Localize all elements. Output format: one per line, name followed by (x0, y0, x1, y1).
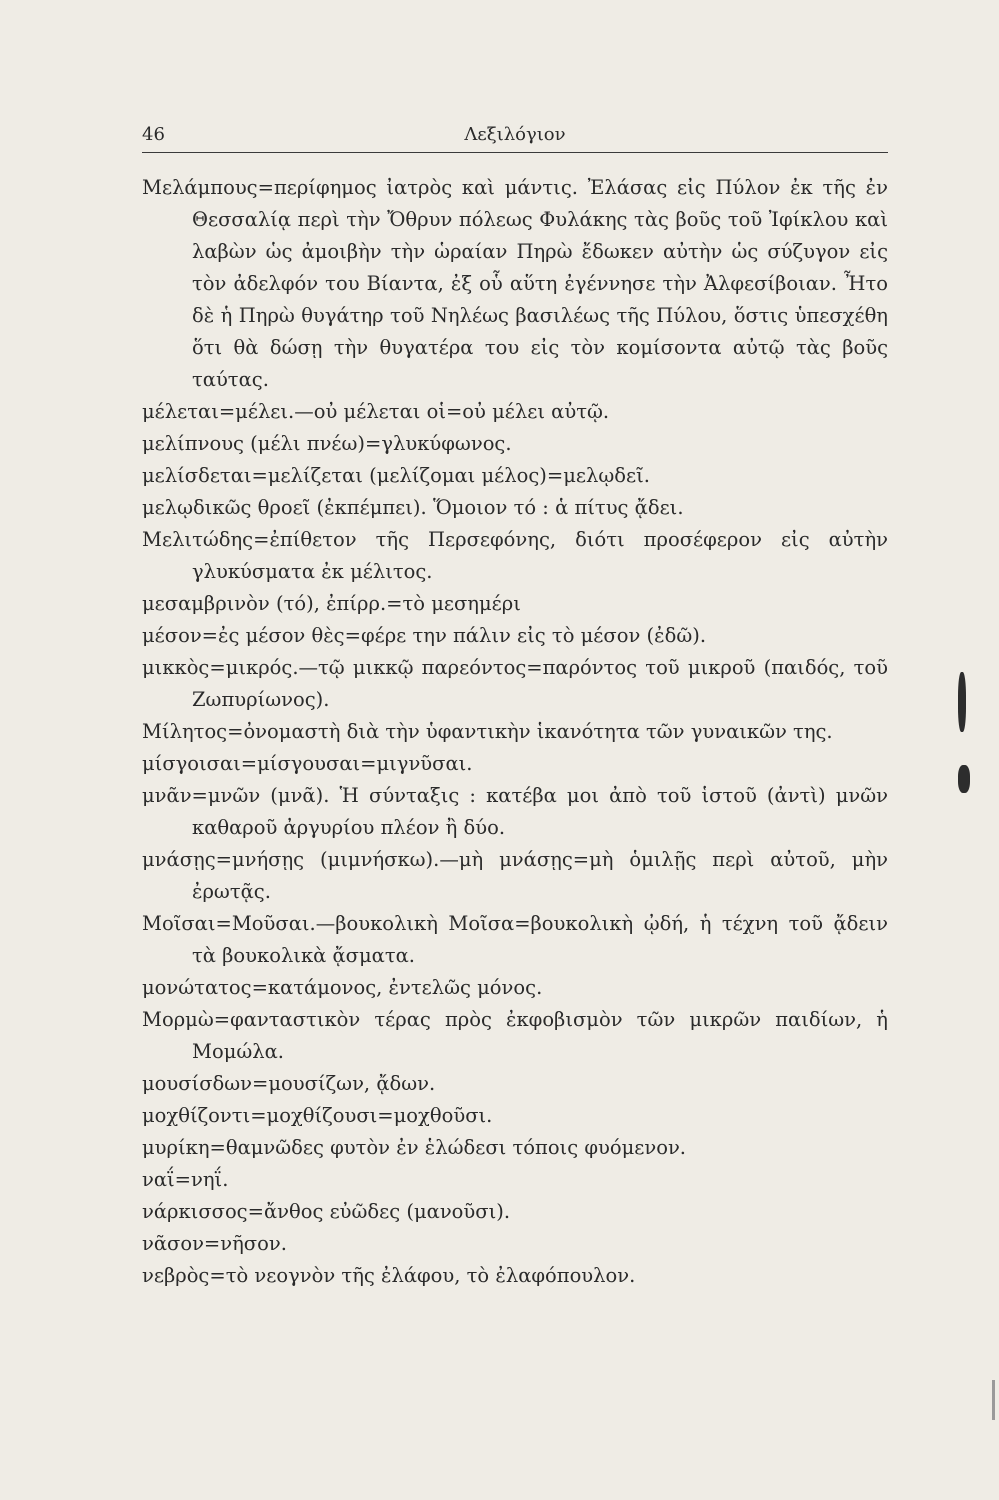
binding-mark (958, 765, 970, 793)
binding-mark (958, 672, 966, 732)
glossary-entry: μεσαμβρινὸν (τό), ἐπίρρ.=τὸ μεσημέρι (142, 592, 521, 615)
glossary-entry: νάρκισσος=ἄνθος εὐῶδες (μανοῦσι). (142, 1200, 511, 1223)
running-title: Λεξιλόγιον (464, 124, 566, 145)
glossary-entry: μονώτατος=κατάμονος, ἐντελῶς μόνος. (142, 976, 543, 999)
glossary-entry: μουσίσδων=μουσίζων, ᾄδων. (142, 1072, 436, 1095)
glossary-entry: Μίλητος=ὀνομαστὴ διὰ τὴν ὑφαντικὴν ἱκανότητα τῶν γυναικῶν της. (142, 720, 833, 743)
glossary-entry: μελίπνους (μέλι πνέω)=γλυκύφωνος. (142, 432, 512, 455)
glossary-entry: μνᾶν=μνῶν (μνᾶ). Ἡ σύνταξις : κατέβα μοι ἀπὸ τοῦ ἱστοῦ (ἀντὶ) μνῶν καθαροῦ ἀργυρίου πλέον ἢ δύο. (142, 784, 888, 839)
glossary-entry: μέλεται=μέλει.—οὐ μέλεται οἱ=οὐ μέλει αὐτῷ. (142, 400, 610, 423)
glossary-entry: μέσον=ἐς μέσον θὲς=φέρε την πάλιν εἰς τὸ μέσον (ἐδῶ). (142, 624, 707, 647)
glossary-entry: μικκὸς=μικρός.—τῷ μικκῷ παρεόντος=παρόντος τοῦ μικροῦ (παιδός, τοῦ Ζωπυρίωνος). (142, 656, 888, 711)
glossary-entry: Μοῖσαι=Μοῦσαι.—βουκολικὴ Μοῖσα=βουκολικὴ ᾠδή, ἡ τέχνη τοῦ ᾄδειν τὰ βουκολικὰ ᾄσματα. (142, 912, 888, 967)
glossary-entry: μνάσῃς=μνήσῃς (μιμνήσκω).—μὴ μνάσῃς=μὴ ὁμιλῇς περὶ αὐτοῦ, μὴν ἐρωτᾷς. (142, 848, 888, 903)
glossary-entry: νᾶσον=νῆσον. (142, 1232, 287, 1255)
page-edge-mark (992, 1380, 995, 1420)
glossary-entry: μελῳδικῶς θροεῖ (ἐκπέμπει). Ὅμοιον τό : ἁ πίτυς ᾄδει. (142, 496, 684, 519)
glossary-entry: Μελάμπους=περίφημος ἰατρὸς καὶ μάντις. Ἐλάσας εἰς Πύλον ἐκ τῆς ἐν Θεσσαλίᾳ περὶ τὴν Ὄθρυν πόλεως Φυλάκης τὰς βοῦς τοῦ Ἰφίκλου καὶ λαβὼν ὡς ἀμοιβὴν τὴν ὡραίαν Πηρὼ ἔδωκεν αὐτὴν ὡς σύζυγον εἰς τὸν ἀδελφόν του Βίαντα, ἐξ οὗ αὕτη ἐγέννησε τὴν Ἀλφεσίβοιαν. Ἦτο δὲ ἡ Πηρὼ θυγάτηρ τοῦ Νηλέως βασιλέως τῆς Πύλου, ὅστις ὑπεσχέθη ὅτι θὰ δώσῃ τὴν θυγατέρα του εἰς τὸν κομίσοντα αὐτῷ τὰς βοῦς ταύτας. (142, 176, 888, 391)
glossary-entries (142, 172, 888, 1292)
page-header (142, 118, 888, 153)
glossary-entry: ναΐ=νηΐ. (142, 1168, 229, 1191)
glossary-entry: Μορμὼ=φανταστικὸν τέρας πρὸς ἐκφοβισμὸν τῶν μικρῶν παιδίων, ἡ Μομώλα. (142, 1008, 888, 1063)
glossary-entry: μελίσδεται=μελίζεται (μελίζομαι μέλος)=μελῳδεῖ. (142, 464, 650, 487)
page-number: 46 (142, 124, 165, 145)
glossary-entry: μίσγοισαι=μίσγουσαι=μιγνῦσαι. (142, 752, 473, 775)
glossary-entry: μοχθίζοντι=μοχθίζουσι=μοχθοῦσι. (142, 1104, 493, 1127)
glossary-entry: μυρίκη=θαμνῶδες φυτὸν ἐν ἑλώδεσι τόποις φυόμενον. (142, 1136, 686, 1159)
glossary-entry: νεβρὸς=τὸ νεογνὸν τῆς ἐλάφου, τὸ ἐλαφόπουλον. (142, 1264, 636, 1287)
glossary-entry: Μελιτώδης=ἐπίθετον τῆς Περσεφόνης, διότι προσέφερον εἰς αὐτὴν γλυκύσματα ἐκ μέλιτος. (142, 528, 888, 583)
